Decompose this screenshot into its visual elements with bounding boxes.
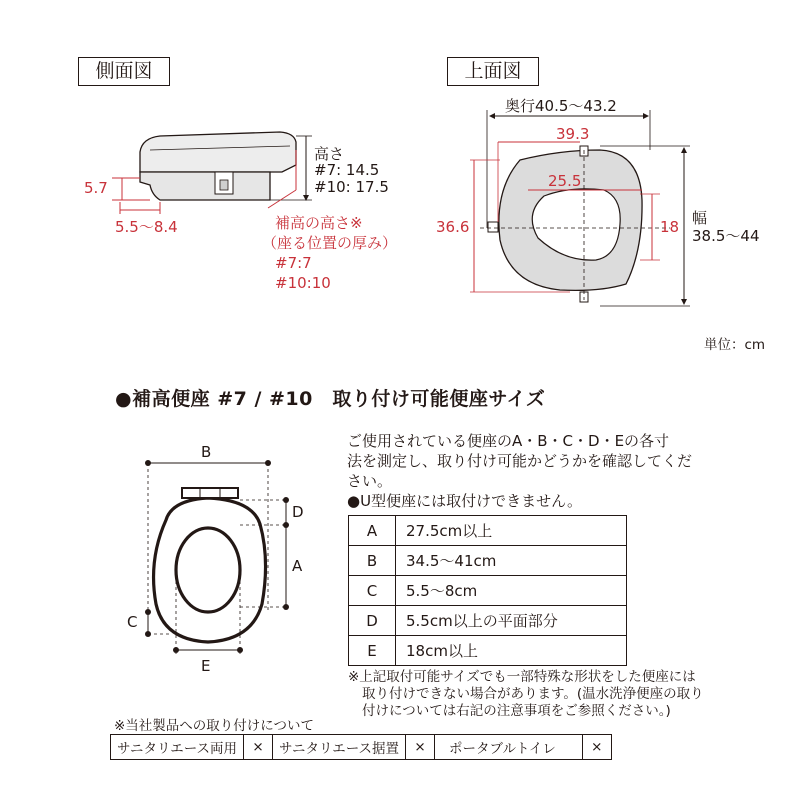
dim-left-height: 5.7 — [84, 179, 108, 197]
size-value: 27.5cm以上 — [396, 516, 627, 546]
height-value-7: #7: 14.5 — [314, 161, 380, 179]
size-table — [348, 515, 627, 666]
thickness-note: （座る位置の厚み） — [262, 234, 398, 252]
table-row — [349, 606, 627, 636]
table-row — [349, 576, 627, 606]
depth-label: 奥行40.5～43.2 — [505, 97, 617, 115]
compat-caption: ※当社製品への取り付けについて — [114, 718, 315, 734]
instruction-line-2: 法を測定し、取り付け可能かどうかを確認してくだ — [347, 452, 693, 470]
dim-18: 18 — [660, 218, 680, 236]
top-view-title: 上面図 — [447, 57, 539, 86]
compat-table — [110, 734, 612, 760]
dim-25-5: 25.5 — [548, 172, 582, 190]
label-d: D — [292, 503, 304, 521]
u-seat-warning: ●U型便座には取付けできません。 — [347, 492, 582, 510]
note-line-1: ※上記取付可能サイズでも一部特殊な形状をした便座には — [348, 669, 696, 685]
thickness-value-10: #10:10 — [275, 274, 331, 292]
table-row — [349, 516, 627, 546]
side-view-title: 側面図 — [78, 57, 170, 86]
table-row — [349, 636, 627, 666]
dim-bottom-range: 5.5～8.4 — [115, 218, 178, 236]
instruction-line-3: さい。 — [347, 472, 393, 490]
seat-measure-diagram — [145, 460, 289, 654]
thickness-label: 補高の高さ※ — [275, 214, 363, 232]
compat-mark: × — [244, 735, 273, 760]
note-line-2: 取り付けできない場合があります。(温水洗浄便座の取り — [362, 686, 704, 702]
unit-label: 単位：cm — [704, 337, 766, 353]
size-value: 5.5～8cm — [396, 576, 627, 606]
label-a: A — [292, 557, 303, 575]
table-row — [111, 735, 612, 760]
side-view-drawing — [112, 132, 312, 214]
width-value: 38.5～44 — [692, 227, 760, 245]
size-key: A — [349, 516, 396, 546]
width-label: 幅 — [692, 209, 708, 227]
size-key: C — [349, 576, 396, 606]
section-heading: ●補高便座 #7 / #10 取り付け可能便座サイズ — [115, 388, 546, 410]
compat-name: サニタリエース据置 — [273, 735, 406, 760]
label-c: C — [127, 613, 138, 631]
table-row — [349, 546, 627, 576]
compat-mark: × — [582, 735, 611, 760]
size-value: 34.5～41cm — [396, 546, 627, 576]
size-value: 5.5cm以上の平面部分 — [396, 606, 627, 636]
instruction-line-1: ご使用されている便座のA・B・C・D・Eの各寸 — [347, 432, 670, 450]
compat-name: ポータブルトイレ — [435, 735, 583, 760]
note-line-3: 付けについては右記の注意事項をご参照ください。) — [362, 703, 671, 719]
size-key: B — [349, 546, 396, 576]
height-value-10: #10: 17.5 — [314, 178, 389, 196]
dim-39-3: 39.3 — [556, 125, 590, 143]
size-value: 18cm以上 — [396, 636, 627, 666]
label-b: B — [201, 443, 212, 461]
thickness-value-7: #7:7 — [275, 254, 312, 272]
compat-mark: × — [406, 735, 435, 760]
size-key: D — [349, 606, 396, 636]
dim-36-6: 36.6 — [436, 218, 470, 236]
size-key: E — [349, 636, 396, 666]
compat-name: サニタリエース両用 — [111, 735, 244, 760]
height-label: 高さ — [314, 145, 345, 163]
label-e: E — [201, 657, 211, 675]
